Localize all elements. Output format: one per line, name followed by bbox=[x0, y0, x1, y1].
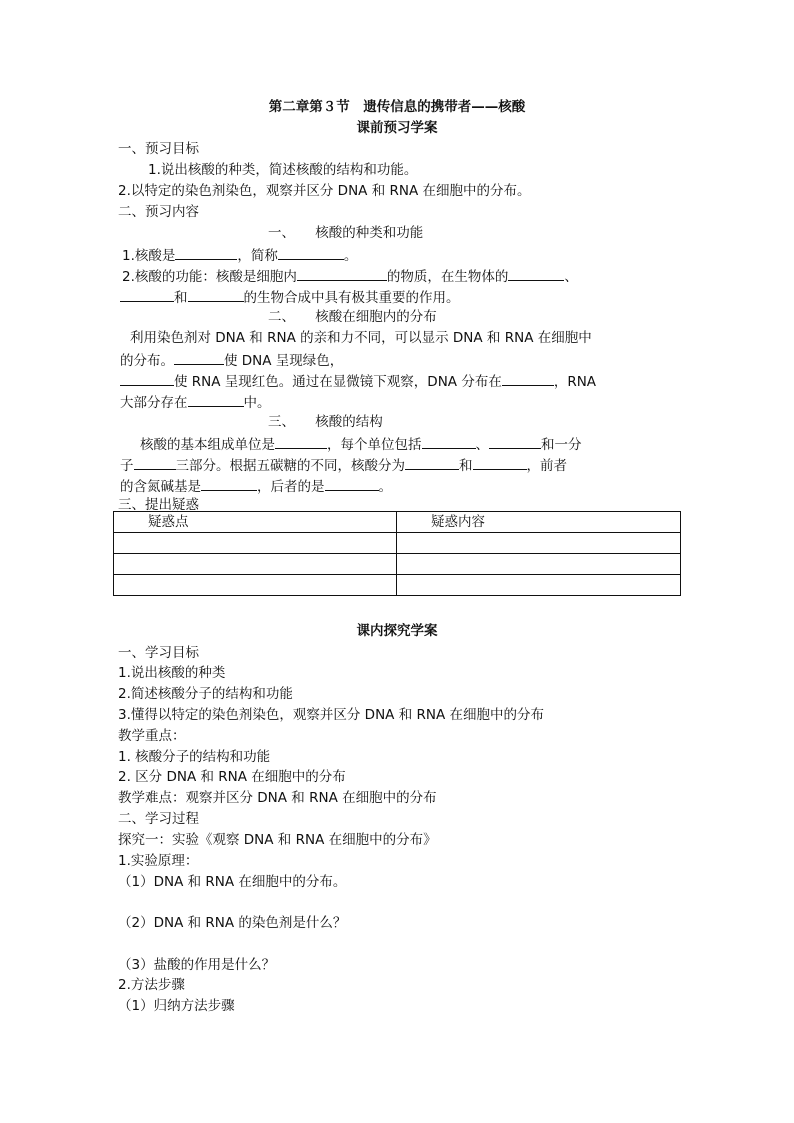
blank[interactable] bbox=[502, 371, 554, 386]
fill-line-5: 的分布。 使 DNA 呈现绿色， bbox=[120, 350, 343, 370]
section-heading-content: 二、预习内容 bbox=[118, 204, 199, 220]
blank[interactable] bbox=[297, 266, 387, 281]
blank[interactable] bbox=[422, 434, 476, 449]
question-2: （2）DNA 和 RNA 的染色剂是什么？ bbox=[118, 915, 347, 931]
explore-1-heading: 探究一：实验《观察 DNA 和 RNA 在细胞中的分布》 bbox=[118, 832, 437, 848]
learning-goal-1: 1.说出核酸的种类 bbox=[118, 665, 226, 681]
table-row bbox=[114, 575, 681, 596]
fill-line-7: 大部分存在 中。 bbox=[120, 392, 271, 412]
classwork-title: 课内探究学案 bbox=[356, 623, 438, 639]
key-points-heading: 教学重点： bbox=[118, 728, 186, 744]
key-point-2: 2. 区分 DNA 和 RNA 在细胞中的分布 bbox=[118, 769, 346, 785]
goal-1: 1.说出核酸的种类，简述核酸的结构和功能。 bbox=[148, 162, 418, 178]
blank[interactable] bbox=[174, 350, 224, 365]
blank[interactable] bbox=[188, 287, 244, 302]
table-cell[interactable] bbox=[114, 533, 397, 554]
table-cell[interactable] bbox=[397, 554, 681, 575]
method-heading: 2.方法步骤 bbox=[118, 977, 185, 993]
fill-line-9: 子 三部分。根据五碳糖的不同，核酸分为 和 ，前者 bbox=[120, 455, 567, 475]
learning-goal-2: 2.简述核酸分子的结构和功能 bbox=[118, 686, 293, 702]
section-heading-doubts: 三、提出疑惑 bbox=[118, 497, 199, 513]
goal-2: 2.以特定的染色剂染色，观察并区分 DNA 和 RNA 在细胞中的分布。 bbox=[118, 183, 531, 199]
key-point-1: 1. 核酸分子的结构和功能 bbox=[118, 749, 271, 765]
blank[interactable] bbox=[188, 392, 244, 407]
question-4: （1）归纳方法步骤 bbox=[118, 998, 235, 1014]
learning-goal-3: 3.懂得以特定的染色剂染色，观察并区分 DNA 和 RNA 在细胞中的分布 bbox=[118, 707, 544, 723]
page-subtitle: 课前预习学案 bbox=[356, 120, 438, 136]
subheading-distribution: 二、 核酸在细胞内的分布 bbox=[268, 309, 437, 325]
blank[interactable] bbox=[134, 455, 176, 470]
blank[interactable] bbox=[275, 434, 327, 449]
table-cell[interactable] bbox=[397, 575, 681, 596]
subheading-types-functions: 一、 核酸的种类和功能 bbox=[268, 225, 424, 241]
section-heading-learning-goals: 一、学习目标 bbox=[118, 645, 199, 661]
table-cell[interactable] bbox=[397, 533, 681, 554]
fill-line-6: 使 RNA 呈现红色。通过在显微镜下观察，DNA 分布在 ，RNA bbox=[120, 371, 596, 391]
section-heading-goals: 一、预习目标 bbox=[118, 141, 199, 157]
table-header-doubt-content: 疑惑内容 bbox=[397, 512, 681, 533]
question-1: （1）DNA 和 RNA 在细胞中的分布。 bbox=[118, 874, 347, 890]
blank[interactable] bbox=[278, 245, 344, 260]
table-header-row bbox=[114, 512, 681, 533]
fill-line-2: 2.核酸的功能：核酸是细胞内 的物质，在生物体的 、 bbox=[122, 266, 578, 286]
blank[interactable] bbox=[508, 266, 564, 281]
table-header-doubt-point: 疑惑点 bbox=[114, 512, 397, 533]
page-title: 第二章第３节 遗传信息的携带者——核酸 bbox=[268, 99, 526, 115]
doubts-table bbox=[113, 511, 681, 596]
blank[interactable] bbox=[120, 371, 174, 386]
blank[interactable] bbox=[489, 434, 541, 449]
fill-line-8: 核酸的基本组成单位是 ，每个单位包括 、 和一分 bbox=[140, 434, 582, 454]
fill-line-4: 利用染色剂对 DNA 和 RNA 的亲和力不同，可以显示 DNA 和 RNA 在细胞中 bbox=[130, 330, 592, 346]
blank[interactable] bbox=[473, 455, 527, 470]
blank[interactable] bbox=[120, 287, 174, 302]
section-heading-process: 二、学习过程 bbox=[118, 811, 199, 827]
table-row bbox=[114, 533, 681, 554]
table-cell[interactable] bbox=[114, 554, 397, 575]
blank[interactable] bbox=[405, 455, 459, 470]
fill-line-3: 和 的生物合成中具有极其重要的作用。 bbox=[120, 287, 460, 307]
question-3: （3）盐酸的作用是什么？ bbox=[118, 957, 276, 973]
fill-line-10: 的含氮碱基是 ，后者的是 。 bbox=[120, 476, 392, 496]
table-row bbox=[114, 554, 681, 575]
table-cell[interactable] bbox=[114, 575, 397, 596]
difficulty-line: 教学难点：观察并区分 DNA 和 RNA 在细胞中的分布 bbox=[118, 790, 437, 806]
fill-line-1: 1.核酸是 ，简称 。 bbox=[122, 245, 357, 265]
blank[interactable] bbox=[201, 476, 257, 491]
subheading-structure: 三、 核酸的结构 bbox=[268, 414, 383, 430]
blank[interactable] bbox=[175, 245, 237, 260]
principle-heading: 1.实验原理： bbox=[118, 853, 199, 869]
blank[interactable] bbox=[325, 476, 379, 491]
